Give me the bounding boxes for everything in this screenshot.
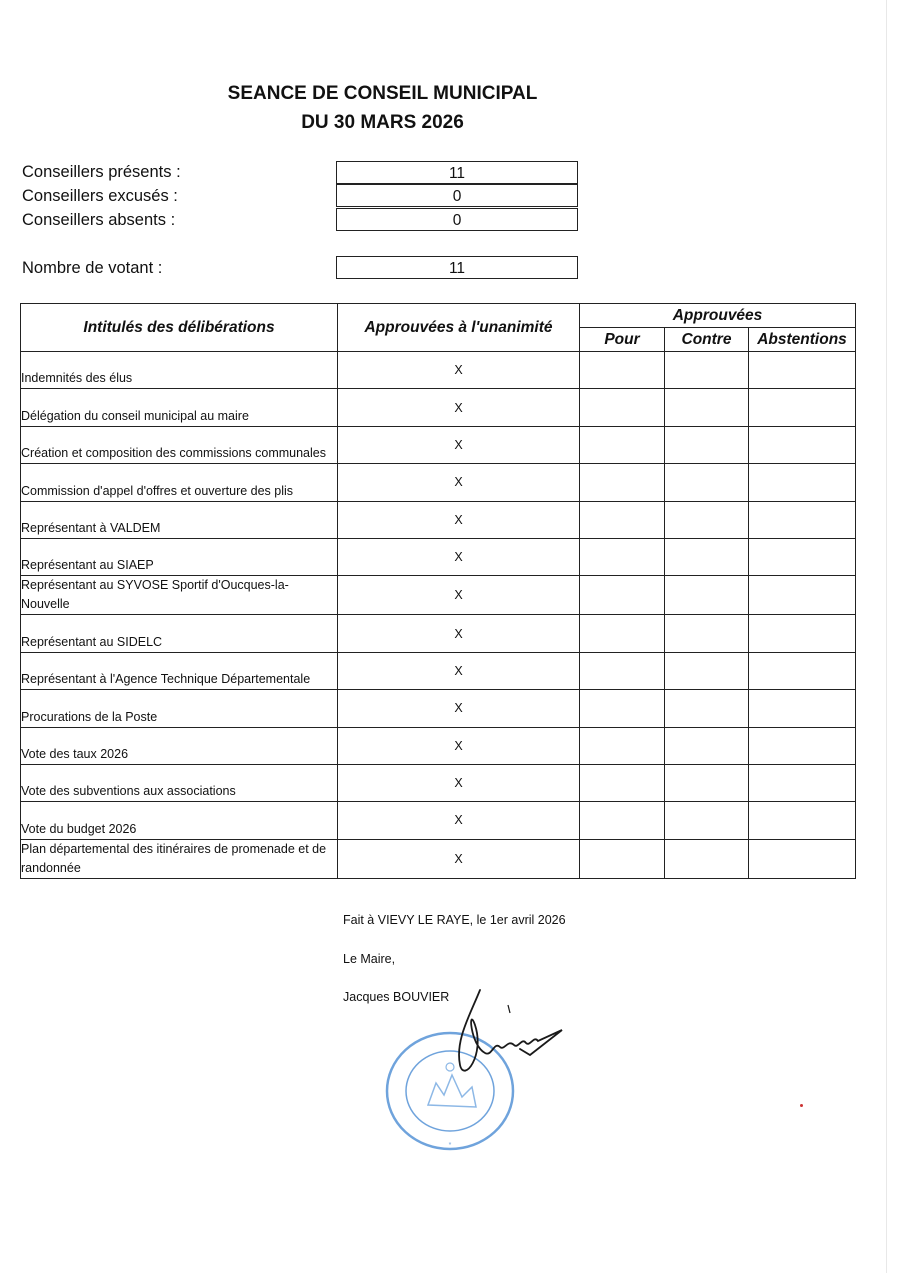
table-row (21, 652, 856, 689)
table-row (21, 389, 856, 426)
unanimite-cell: X (338, 538, 580, 575)
deliberation-label: Vote des subventions aux associations (21, 764, 338, 801)
contre-cell (665, 802, 749, 839)
table-row (21, 839, 856, 878)
header-approuvees: Approuvées (580, 304, 856, 328)
abstentions-cell (749, 426, 856, 463)
deliberation-label: Indemnités des élus (21, 352, 338, 389)
pour-cell (580, 652, 665, 689)
contre-cell (665, 615, 749, 652)
pour-cell (580, 501, 665, 538)
unanimite-cell: X (338, 389, 580, 426)
deliberation-label: Vote des taux 2026 (21, 727, 338, 764)
table-row (21, 802, 856, 839)
header-unanimite: Approuvées à l'unanimité (338, 304, 580, 352)
unanimite-cell: X (338, 501, 580, 538)
header-abstentions: Abstentions (749, 328, 856, 352)
pour-cell (580, 615, 665, 652)
header-intitules: Intitulés des délibérations (21, 304, 338, 352)
pour-cell (580, 764, 665, 801)
contre-cell (665, 839, 749, 878)
deliberation-label: Création et composition des commissions communales (21, 426, 338, 463)
table-row (21, 727, 856, 764)
absents-label: Conseillers absents : (22, 211, 176, 229)
votants-label: Nombre de votant : (22, 259, 163, 277)
deliberation-label: Représentant à VALDEM (21, 501, 338, 538)
unanimite-cell: X (338, 352, 580, 389)
abstentions-cell (749, 501, 856, 538)
excuses-label: Conseillers excusés : (22, 187, 178, 205)
unanimite-cell: X (338, 802, 580, 839)
pour-cell (580, 426, 665, 463)
page-subtitle-date: DU 30 MARS 2026 (301, 112, 464, 133)
table-row (21, 501, 856, 538)
abstentions-cell (749, 615, 856, 652)
pour-cell (580, 538, 665, 575)
abstentions-cell (749, 802, 856, 839)
footer-role: Le Maire, (343, 952, 396, 966)
unanimite-cell: X (338, 426, 580, 463)
unanimite-cell: X (338, 764, 580, 801)
contre-cell (665, 764, 749, 801)
contre-cell (665, 501, 749, 538)
svg-text:*: * (448, 1142, 452, 1149)
pour-cell (580, 389, 665, 426)
table-row (21, 426, 856, 463)
unanimite-cell: X (338, 727, 580, 764)
table-row (21, 576, 856, 615)
deliberation-label: Représentant au SIDELC (21, 615, 338, 652)
contre-cell (665, 389, 749, 426)
pour-cell (580, 727, 665, 764)
deliberation-label: Commission d'appel d'offres et ouverture des plis (21, 464, 338, 501)
footer-name: Jacques BOUVIER (343, 990, 450, 1004)
abstentions-cell (749, 690, 856, 727)
table-row (21, 464, 856, 501)
contre-cell (665, 352, 749, 389)
contre-cell (665, 727, 749, 764)
deliberation-label: Plan départemental des itinéraires de promenade et de randonnée (21, 839, 338, 878)
footer-place-date: Fait à VIEVY LE RAYE, le 1er avril 2026 (343, 913, 566, 927)
contre-cell (665, 464, 749, 501)
abstentions-cell (749, 538, 856, 575)
table-row (21, 538, 856, 575)
abstentions-cell (749, 764, 856, 801)
table-row (21, 690, 856, 727)
unanimite-cell: X (338, 464, 580, 501)
abstentions-cell (749, 727, 856, 764)
page-edge-line (886, 0, 887, 1273)
votants-value: 11 (336, 256, 578, 279)
contre-cell (665, 576, 749, 615)
header-contre: Contre (665, 328, 749, 352)
table-row (21, 352, 856, 389)
header-pour: Pour (580, 328, 665, 352)
pour-cell (580, 576, 665, 615)
excuses-value: 0 (336, 184, 578, 207)
abstentions-cell (749, 352, 856, 389)
stray-mark (800, 1104, 803, 1107)
deliberations-table (20, 303, 856, 879)
abstentions-cell (749, 652, 856, 689)
contre-cell (665, 538, 749, 575)
deliberation-label: Vote du budget 2026 (21, 802, 338, 839)
pour-cell (580, 839, 665, 878)
unanimite-cell: X (338, 615, 580, 652)
deliberation-label: Représentant au SIAEP (21, 538, 338, 575)
unanimite-cell: X (338, 652, 580, 689)
deliberation-label: Représentant à l'Agence Technique Départementale (21, 652, 338, 689)
contre-cell (665, 426, 749, 463)
abstentions-cell (749, 464, 856, 501)
contre-cell (665, 690, 749, 727)
deliberation-label: Représentant au SYVOSE Sportif d'Oucques-la-Nouvelle (21, 576, 338, 615)
contre-cell (665, 652, 749, 689)
presents-label: Conseillers présents : (22, 163, 181, 181)
deliberation-label: Procurations de la Poste (21, 690, 338, 727)
unanimite-cell: X (338, 839, 580, 878)
unanimite-cell: X (338, 576, 580, 615)
pour-cell (580, 464, 665, 501)
page-title: SEANCE DE CONSEIL MUNICIPAL (227, 83, 538, 104)
abstentions-cell (749, 389, 856, 426)
mayor-signature (430, 985, 580, 1085)
table-row (21, 615, 856, 652)
pour-cell (580, 690, 665, 727)
abstentions-cell (749, 839, 856, 878)
presents-value: 11 (336, 161, 578, 184)
unanimite-cell: X (338, 690, 580, 727)
deliberation-label: Délégation du conseil municipal au maire (21, 389, 338, 426)
pour-cell (580, 802, 665, 839)
pour-cell (580, 352, 665, 389)
absents-value: 0 (336, 208, 578, 231)
abstentions-cell (749, 576, 856, 615)
table-row (21, 764, 856, 801)
